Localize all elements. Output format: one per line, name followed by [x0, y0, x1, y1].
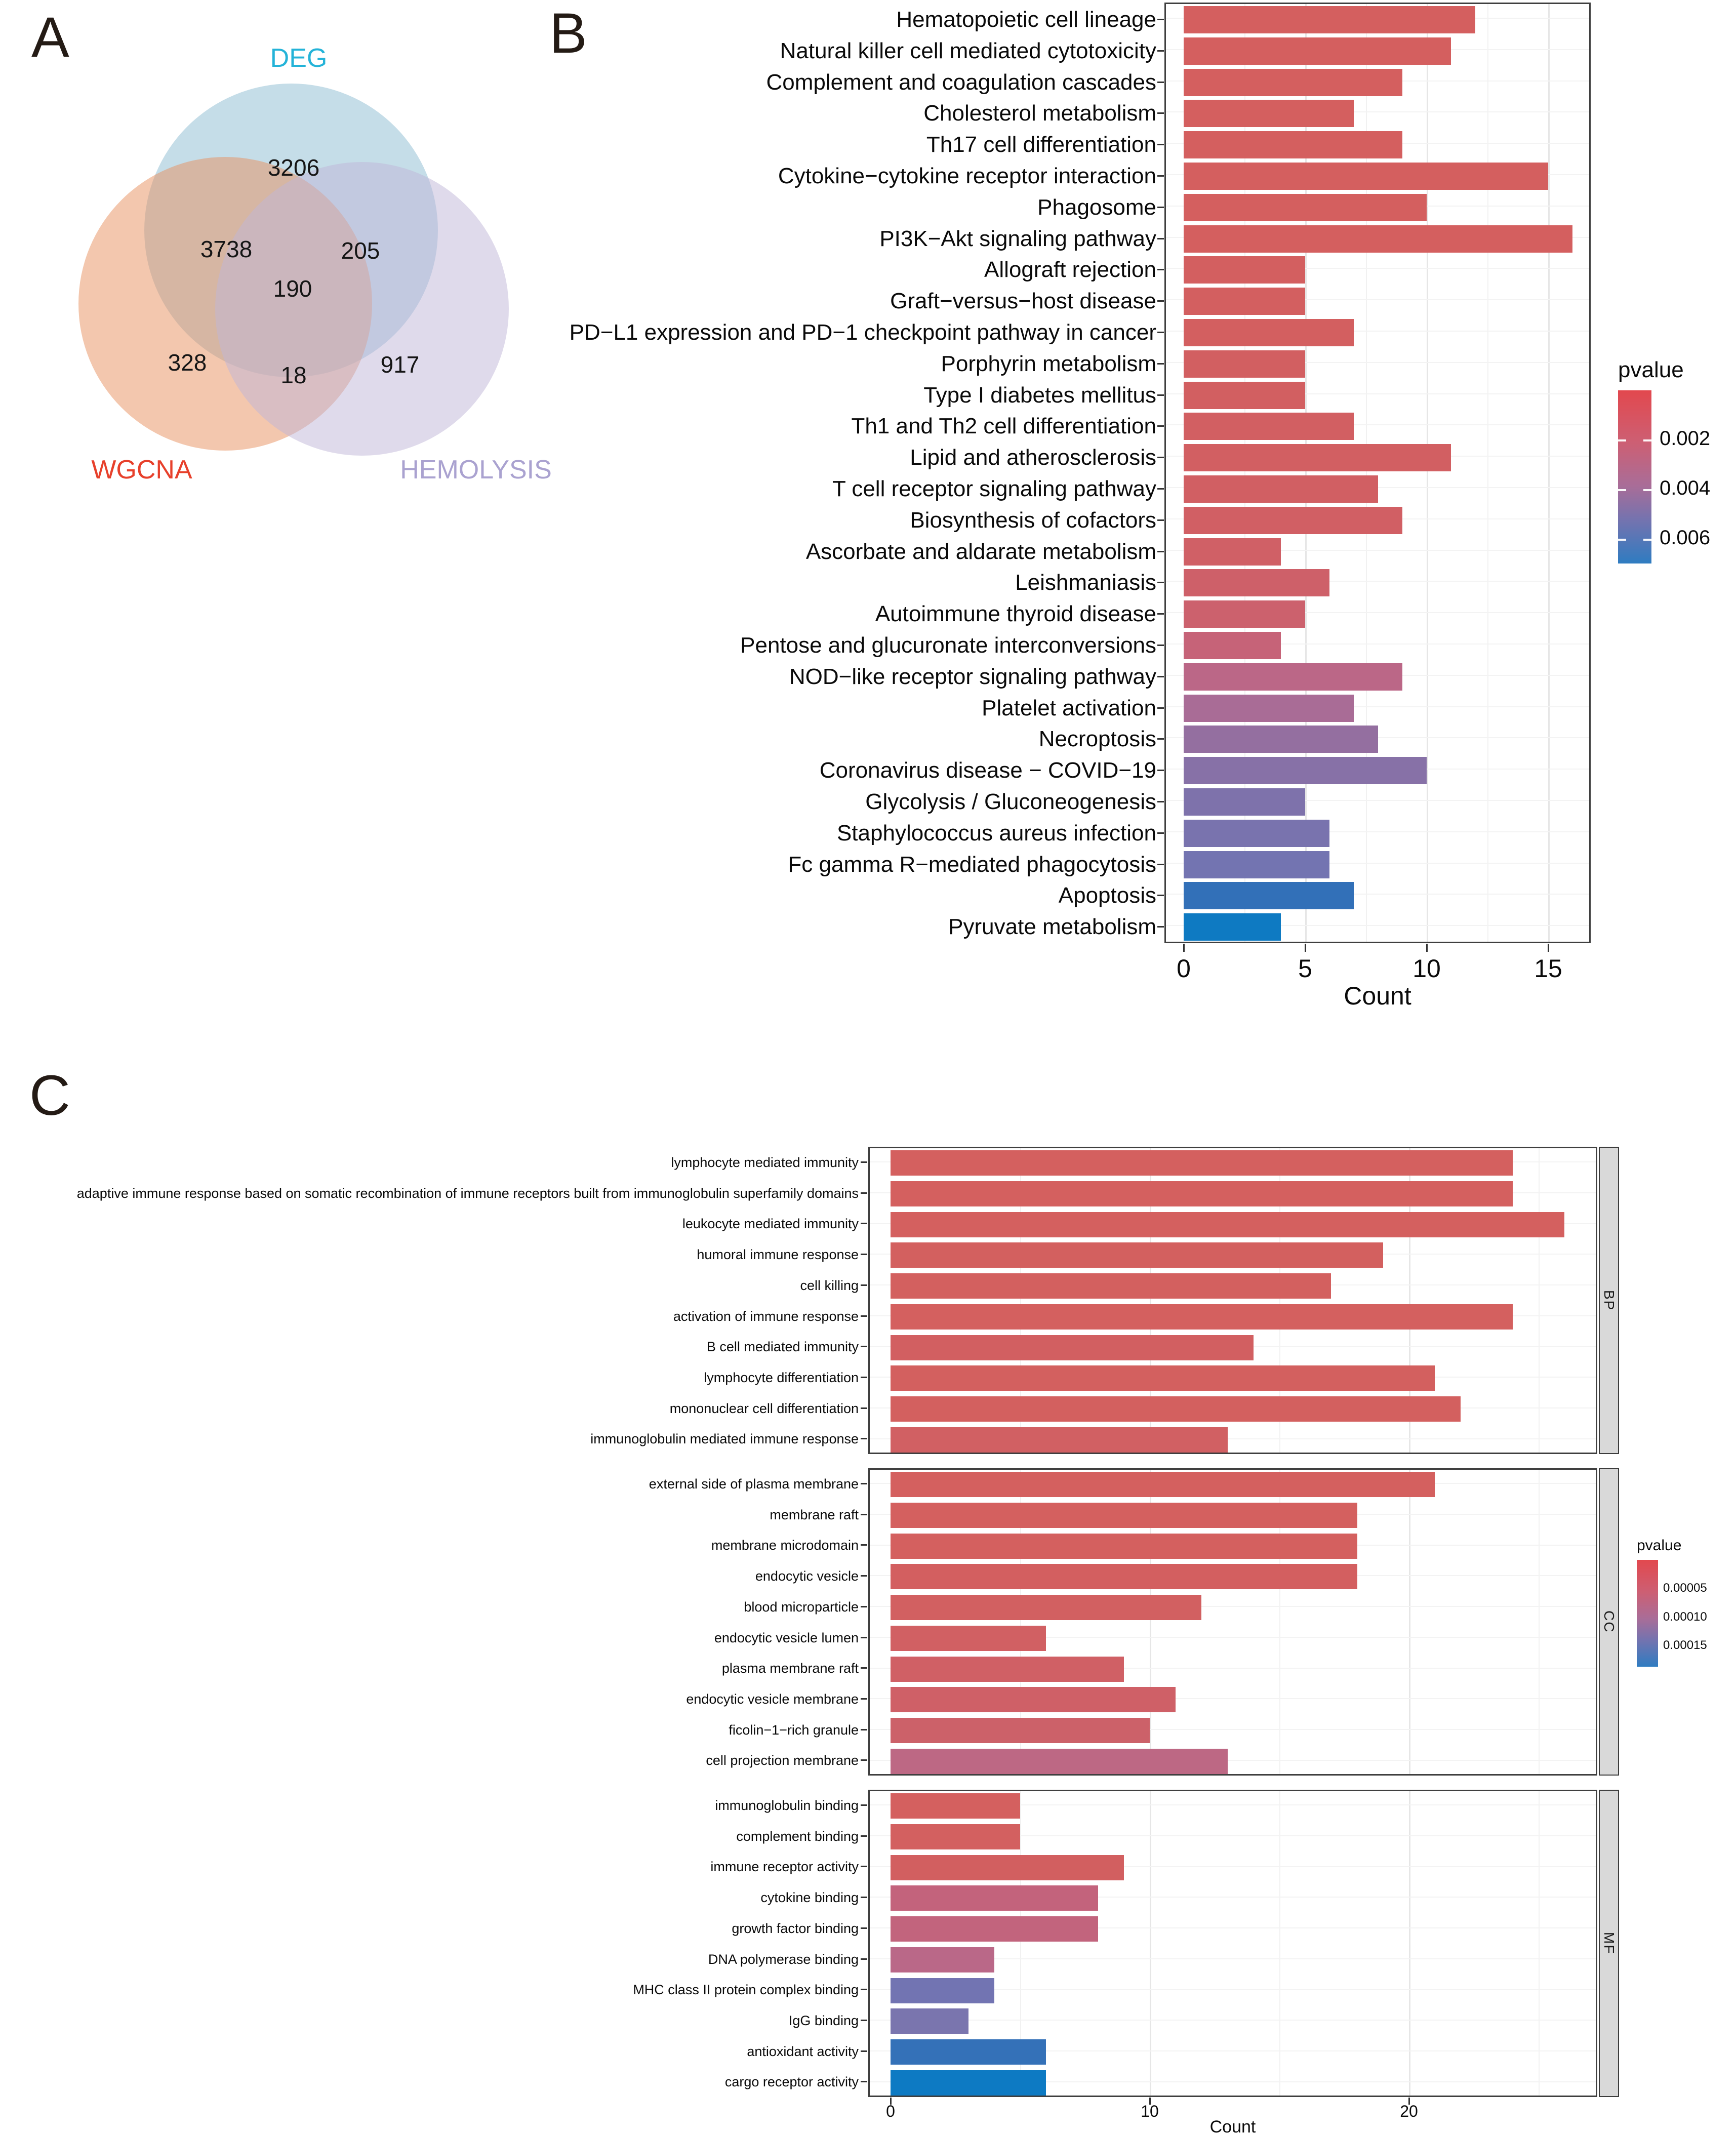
facet-strip-label: BP	[1601, 1290, 1617, 1311]
bar	[1184, 757, 1427, 784]
legend-tick	[1643, 539, 1651, 541]
bar	[1184, 538, 1281, 566]
y-tick	[861, 1284, 867, 1286]
category-label: ficolin−1−rich granule	[729, 1722, 859, 1738]
category-label: blood microparticle	[744, 1599, 859, 1615]
bar	[1184, 913, 1281, 941]
legend-tick	[1643, 439, 1651, 441]
row-gridline	[870, 2020, 1596, 2021]
bar	[891, 1595, 1201, 1620]
bar	[891, 2039, 1046, 2065]
category-label: immunoglobulin binding	[715, 1798, 859, 1813]
venn-count-all-three: 190	[273, 275, 312, 302]
y-tick	[861, 1161, 867, 1163]
bar	[1184, 569, 1329, 596]
panel-b-label: B	[549, 2, 587, 65]
venn-count-deg-only: 3206	[267, 154, 320, 181]
category-label: plasma membrane raft	[721, 1661, 859, 1676]
category-label: antioxidant activity	[747, 2043, 859, 2059]
y-tick	[861, 1958, 867, 1960]
y-tick	[861, 1192, 867, 1194]
venn-count-deg-hemolysis: 205	[341, 237, 380, 264]
bar	[1184, 131, 1402, 158]
category-label: Coronavirus disease − COVID−19	[819, 758, 1156, 783]
bar	[891, 1396, 1461, 1422]
x-tick-label: 10	[1141, 2102, 1159, 2120]
y-tick	[1157, 519, 1164, 521]
category-label: Natural killer cell mediated cytotoxicity	[780, 38, 1156, 63]
gridline-minor	[1539, 1470, 1540, 1774]
venn-count-deg-wgcna: 3738	[200, 236, 253, 262]
category-label: cytokine binding	[760, 1890, 859, 1906]
category-label: immunoglobulin mediated immune response	[590, 1431, 859, 1447]
bar	[1184, 382, 1305, 409]
category-label: endocytic vesicle	[755, 1568, 859, 1584]
y-tick	[1157, 551, 1164, 552]
venn-count-wgcna-hemolysis: 18	[280, 362, 307, 388]
category-label: PD−L1 expression and PD−1 checkpoint pathway in cancer	[569, 320, 1156, 345]
category-label: growth factor binding	[732, 1920, 859, 1936]
legend-tick	[1618, 489, 1626, 491]
bar	[891, 1749, 1228, 1774]
bar	[891, 1335, 1254, 1360]
y-tick	[861, 1804, 867, 1806]
y-tick	[1157, 645, 1164, 646]
category-label: cargo receptor activity	[724, 2074, 859, 2090]
category-label: Cholesterol metabolism	[923, 101, 1156, 126]
legend-tick	[1643, 489, 1651, 491]
category-label: Biosynthesis of cofactors	[910, 507, 1156, 533]
bar	[891, 1718, 1150, 1743]
category-label: Necroptosis	[1038, 727, 1156, 752]
bar	[891, 1534, 1357, 1559]
category-label: lymphocyte mediated immunity	[671, 1155, 859, 1170]
category-label: membrane raft	[770, 1507, 859, 1522]
facet-panel-cc	[868, 1468, 1597, 1776]
bar	[891, 1657, 1124, 1682]
y-tick	[861, 1544, 867, 1546]
bar	[891, 1503, 1357, 1528]
bar	[891, 1212, 1564, 1237]
y-tick	[1157, 613, 1164, 615]
y-tick	[861, 1483, 867, 1484]
category-label: Glycolysis / Gluconeogenesis	[865, 789, 1156, 814]
bar	[1184, 413, 1354, 440]
y-tick	[861, 2081, 867, 2082]
venn-set-label-wgcna: WGCNA	[91, 455, 192, 485]
bar	[891, 1885, 1098, 1911]
bar	[1184, 225, 1572, 253]
category-label: Ascorbate and aldarate metabolism	[805, 539, 1156, 564]
bar	[1184, 851, 1329, 878]
y-tick	[861, 1407, 867, 1409]
category-label: Leishmaniasis	[1015, 570, 1156, 595]
gridline-minor	[1539, 1791, 1540, 2096]
y-tick	[1157, 144, 1164, 145]
go-x-axis-title: Count	[1209, 2117, 1256, 2134]
category-label: IgG binding	[788, 2012, 859, 2028]
bar	[1184, 444, 1451, 471]
bar	[1184, 6, 1475, 33]
gridline-minor	[1539, 1148, 1540, 1453]
y-tick	[1157, 394, 1164, 396]
y-tick	[861, 2020, 867, 2021]
facet-strip	[1599, 1147, 1619, 1454]
gridline-major	[1150, 1791, 1151, 2096]
y-tick	[861, 1637, 867, 1638]
gridline-major	[1409, 1470, 1410, 1774]
venn-set-label-deg: DEG	[270, 44, 328, 73]
kegg-plot-area	[1164, 3, 1591, 943]
category-label: humoral immune response	[697, 1247, 859, 1263]
y-tick	[861, 1438, 867, 1439]
bar	[1184, 507, 1402, 534]
x-tick	[1305, 944, 1306, 952]
y-tick	[1157, 832, 1164, 834]
bar	[891, 1824, 1020, 1849]
legend-tick	[1618, 439, 1626, 441]
legend-tick-label: 0.004	[1660, 477, 1711, 499]
y-tick	[861, 1254, 867, 1255]
y-tick	[1157, 738, 1164, 740]
x-tick-label: 5	[1298, 954, 1312, 983]
y-tick	[861, 1835, 867, 1837]
y-tick	[861, 1866, 867, 1867]
category-label: membrane microdomain	[711, 1538, 859, 1553]
y-tick	[861, 1897, 867, 1898]
facet-strip	[1599, 1468, 1619, 1776]
bar	[1184, 288, 1305, 315]
y-tick	[1157, 238, 1164, 239]
bar	[1184, 163, 1548, 190]
category-label: Platelet activation	[982, 695, 1156, 720]
kegg-legend-title: pvalue	[1618, 357, 1684, 382]
legend-tick-label: 0.006	[1660, 527, 1711, 549]
legend-tick-label: 0.00015	[1663, 1638, 1707, 1652]
y-tick	[861, 1927, 867, 1929]
y-tick	[1157, 864, 1164, 865]
bar	[1184, 882, 1354, 909]
y-tick	[861, 1729, 867, 1730]
kegg-x-axis-title: Count	[1344, 982, 1411, 1010]
y-tick	[861, 1315, 867, 1317]
y-tick	[861, 1377, 867, 1378]
category-label: Th17 cell differentiation	[926, 132, 1156, 157]
bar	[1184, 475, 1378, 503]
y-tick	[1157, 676, 1164, 677]
bar	[891, 1564, 1357, 1589]
bar	[1184, 632, 1281, 659]
bar	[1184, 726, 1378, 753]
bar	[891, 1947, 994, 1972]
category-label: T cell receptor signaling pathway	[832, 476, 1156, 501]
category-label: Complement and coagulation cascades	[766, 69, 1156, 95]
x-tick-label: 15	[1534, 954, 1562, 983]
y-tick	[1157, 269, 1164, 270]
y-tick	[861, 1346, 867, 1347]
bar	[1184, 663, 1402, 691]
gridline-minor	[1487, 4, 1488, 942]
category-label: mononuclear cell differentiation	[669, 1400, 859, 1416]
kegg-legend-gradient	[1618, 390, 1651, 563]
bar	[1184, 820, 1329, 847]
venn-count-hemolysis-only: 917	[380, 351, 420, 378]
category-label: Allograft rejection	[984, 257, 1156, 283]
venn-count-wgcna-only: 328	[168, 349, 207, 376]
y-tick	[1157, 895, 1164, 896]
y-tick	[1157, 926, 1164, 928]
category-label: cell projection membrane	[706, 1753, 859, 1768]
panel-a-label: A	[31, 6, 69, 69]
x-tick-label: 10	[1412, 954, 1441, 983]
bar	[891, 1855, 1124, 1880]
gridline-major	[1409, 1791, 1410, 2096]
category-label: Porphyrin metabolism	[941, 351, 1156, 376]
panel-c-label: C	[29, 1064, 70, 1127]
bar	[891, 1181, 1513, 1206]
bar	[891, 1427, 1228, 1453]
bar	[891, 2070, 1046, 2096]
bar	[1184, 194, 1427, 221]
facet-strip-label: CC	[1601, 1610, 1617, 1633]
category-label: Phagosome	[1037, 194, 1156, 220]
venn-set-label-hemolysis: HEMOLYSIS	[400, 455, 552, 485]
bar	[891, 1472, 1435, 1497]
bar	[1184, 69, 1402, 96]
legend-tick-label: 0.00005	[1663, 1581, 1707, 1595]
bar	[1184, 600, 1305, 628]
go-legend-gradient	[1637, 1560, 1658, 1667]
x-tick-label: 20	[1400, 2102, 1418, 2120]
category-label: PI3K−Akt signaling pathway	[879, 226, 1156, 251]
bar	[891, 1916, 1098, 1942]
bar	[891, 1626, 1046, 1651]
y-tick	[1157, 175, 1164, 177]
bar	[1184, 37, 1451, 65]
category-label: Autoimmune thyroid disease	[875, 601, 1156, 627]
y-tick	[861, 1575, 867, 1577]
gridline-major	[1427, 4, 1428, 942]
bar	[891, 1242, 1383, 1268]
facet-strip	[1599, 1790, 1619, 2097]
legend-tick-label: 0.00010	[1663, 1610, 1707, 1624]
category-label: adaptive immune response based on somatic recombination of immune receptors built from immunoglobulin superfamily domains	[76, 1185, 859, 1201]
category-label: cell killing	[800, 1277, 859, 1293]
category-label: Staphylococcus aureus infection	[836, 820, 1156, 845]
y-tick	[1157, 488, 1164, 490]
bar	[1184, 350, 1305, 378]
y-tick	[1157, 207, 1164, 208]
y-tick	[1157, 770, 1164, 771]
y-tick	[1157, 19, 1164, 20]
category-label: endocytic vesicle membrane	[686, 1691, 859, 1707]
category-label: activation of immune response	[673, 1308, 859, 1324]
legend-tick	[1618, 539, 1626, 541]
bar	[1184, 319, 1354, 346]
y-tick	[861, 1606, 867, 1607]
category-label: Pentose and glucuronate interconversions	[740, 633, 1156, 658]
y-tick	[1157, 801, 1164, 802]
y-tick	[1157, 707, 1164, 709]
x-tick	[1548, 944, 1549, 952]
category-label: external side of plasma membrane	[649, 1476, 859, 1492]
y-tick	[1157, 82, 1164, 83]
x-tick-label: 0	[886, 2102, 895, 2120]
y-tick	[1157, 112, 1164, 114]
gridline-major	[1548, 4, 1550, 942]
category-label: immune receptor activity	[710, 1859, 859, 1875]
y-tick	[1157, 457, 1164, 458]
category-label: Pyruvate metabolism	[948, 914, 1156, 940]
category-label: Apoptosis	[1058, 883, 1156, 908]
gridline-minor	[1279, 1791, 1280, 2096]
y-tick	[861, 1698, 867, 1700]
go-legend-title: pvalue	[1637, 1537, 1682, 1554]
bar	[891, 1978, 994, 2003]
bar	[1184, 100, 1354, 127]
category-label: B cell mediated immunity	[706, 1339, 859, 1355]
category-label: NOD−like receptor signaling pathway	[789, 664, 1156, 689]
x-tick	[1183, 944, 1185, 952]
bar	[1184, 256, 1305, 284]
bar	[891, 1365, 1435, 1391]
category-label: Graft−versus−host disease	[890, 289, 1156, 314]
bar	[891, 1273, 1331, 1299]
bar	[1184, 788, 1305, 816]
y-tick	[861, 1223, 867, 1224]
category-label: complement binding	[736, 1828, 859, 1844]
bar	[891, 1793, 1020, 1819]
category-label: Type I diabetes mellitus	[923, 382, 1156, 408]
category-label: Lipid and atherosclerosis	[910, 445, 1156, 470]
category-label: leukocyte mediated immunity	[682, 1216, 859, 1232]
y-tick	[1157, 582, 1164, 583]
y-tick	[1157, 425, 1164, 427]
category-label: MHC class II protein complex binding	[633, 1982, 859, 1998]
y-tick	[861, 1759, 867, 1761]
category-label: Th1 and Th2 cell differentiation	[851, 414, 1156, 439]
legend-tick-label: 0.002	[1660, 427, 1711, 450]
y-tick	[1157, 300, 1164, 302]
bar	[891, 1304, 1513, 1330]
bar	[891, 2008, 968, 2034]
y-tick	[861, 1667, 867, 1669]
y-tick	[861, 2050, 867, 2052]
y-tick	[1157, 363, 1164, 365]
category-label: endocytic vesicle lumen	[714, 1630, 859, 1645]
y-tick	[1157, 50, 1164, 52]
x-tick-label: 0	[1177, 954, 1191, 983]
category-label: Hematopoietic cell lineage	[896, 7, 1156, 32]
facet-strip-label: MF	[1601, 1932, 1617, 1955]
bar	[1184, 695, 1354, 722]
category-label: Cytokine−cytokine receptor interaction	[778, 164, 1156, 188]
y-tick	[861, 1989, 867, 1990]
y-tick	[1157, 332, 1164, 333]
category-label: Fc gamma R−mediated phagocytosis	[788, 852, 1156, 877]
y-tick	[861, 1514, 867, 1515]
facet-panel-mf	[868, 1790, 1597, 2097]
bar	[891, 1687, 1176, 1712]
category-label: DNA polymerase binding	[708, 1951, 859, 1967]
bar	[891, 1150, 1513, 1176]
x-tick	[1426, 944, 1428, 952]
category-label: lymphocyte differentiation	[704, 1370, 859, 1385]
facet-panel-bp	[868, 1147, 1597, 1454]
